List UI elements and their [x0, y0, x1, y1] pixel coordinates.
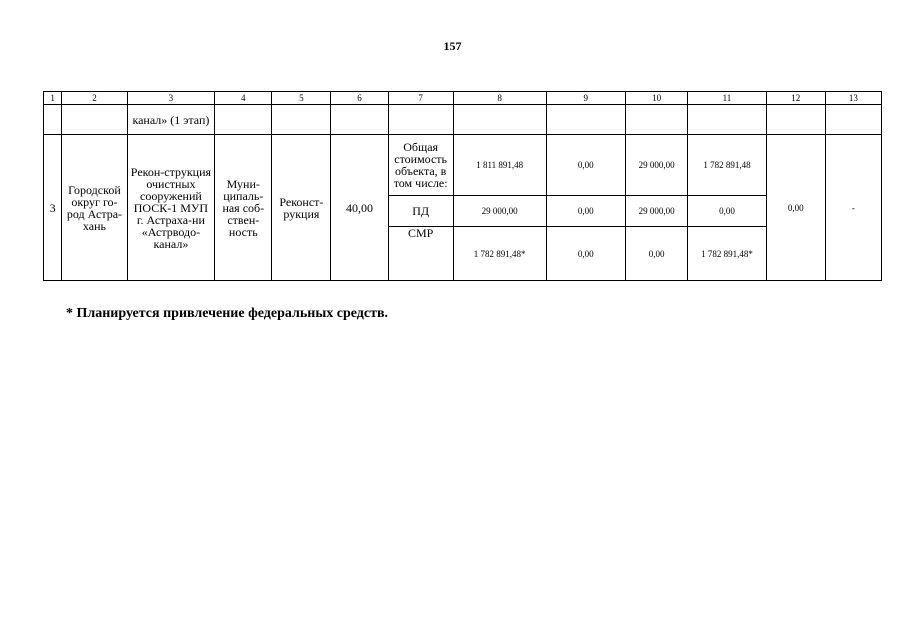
- cost-cell: 29 000,00: [626, 196, 688, 227]
- ownership-cell: Муни-ципаль-ная соб-ствен-ность: [215, 135, 272, 281]
- header-cell: 3: [127, 92, 215, 105]
- header-cell: 13: [825, 92, 881, 105]
- footnote: * Планируется привлечение федеральных средств.: [66, 306, 389, 321]
- location-cell: Городской округ го-род Астра-хань: [62, 135, 127, 281]
- cost-cell: 0,00: [546, 135, 626, 196]
- col12-cell: 0,00: [766, 135, 825, 281]
- col13-cell: -: [825, 135, 881, 281]
- header-cell: 8: [453, 92, 546, 105]
- cost-label-total: Общая стоимость объекта, в том числе:: [388, 135, 453, 196]
- cost-label-smr: СМР: [388, 227, 453, 281]
- header-cell: 4: [215, 92, 272, 105]
- header-row: [44, 92, 882, 105]
- header-cell: 2: [62, 92, 127, 105]
- row-number: 3: [44, 135, 62, 281]
- continuation-row: [44, 105, 882, 135]
- capacity-cell: 40,00: [331, 135, 388, 281]
- header-cell: 5: [272, 92, 331, 105]
- cost-label-pd: ПД: [388, 196, 453, 227]
- cost-cell: 0,00: [546, 227, 626, 281]
- object-cell: Рекон-струкция очистных сооружений ПОСК-1 МУП г. Астраха-ни «Астрводо-канал»: [127, 135, 215, 281]
- header-cell: 11: [688, 92, 766, 105]
- header-cell: 9: [546, 92, 626, 105]
- object-name-continuation: канал» (1 этап): [127, 105, 215, 135]
- header-cell: 12: [766, 92, 825, 105]
- cost-cell: 1 782 891,48: [688, 135, 766, 196]
- work-type-cell: Реконст-рукция: [272, 135, 331, 281]
- cost-cell: 0,00: [688, 196, 766, 227]
- header-cell: 10: [626, 92, 688, 105]
- header-cell: 7: [388, 92, 453, 105]
- cost-cell: 1 782 891,48*: [453, 227, 546, 281]
- header-cell: 6: [331, 92, 388, 105]
- cost-cell: 0,00: [546, 196, 626, 227]
- cost-cell: 1 811 891,48: [453, 135, 546, 196]
- header-cell: 1: [44, 92, 62, 105]
- cost-cell: 0,00: [626, 227, 688, 281]
- financing-table: [43, 91, 882, 281]
- cost-cell: 29 000,00: [626, 135, 688, 196]
- cost-cell: 29 000,00: [453, 196, 546, 227]
- page-number: 157: [443, 39, 462, 53]
- cost-cell: 1 782 891,48*: [688, 227, 766, 281]
- table-row: [44, 135, 882, 196]
